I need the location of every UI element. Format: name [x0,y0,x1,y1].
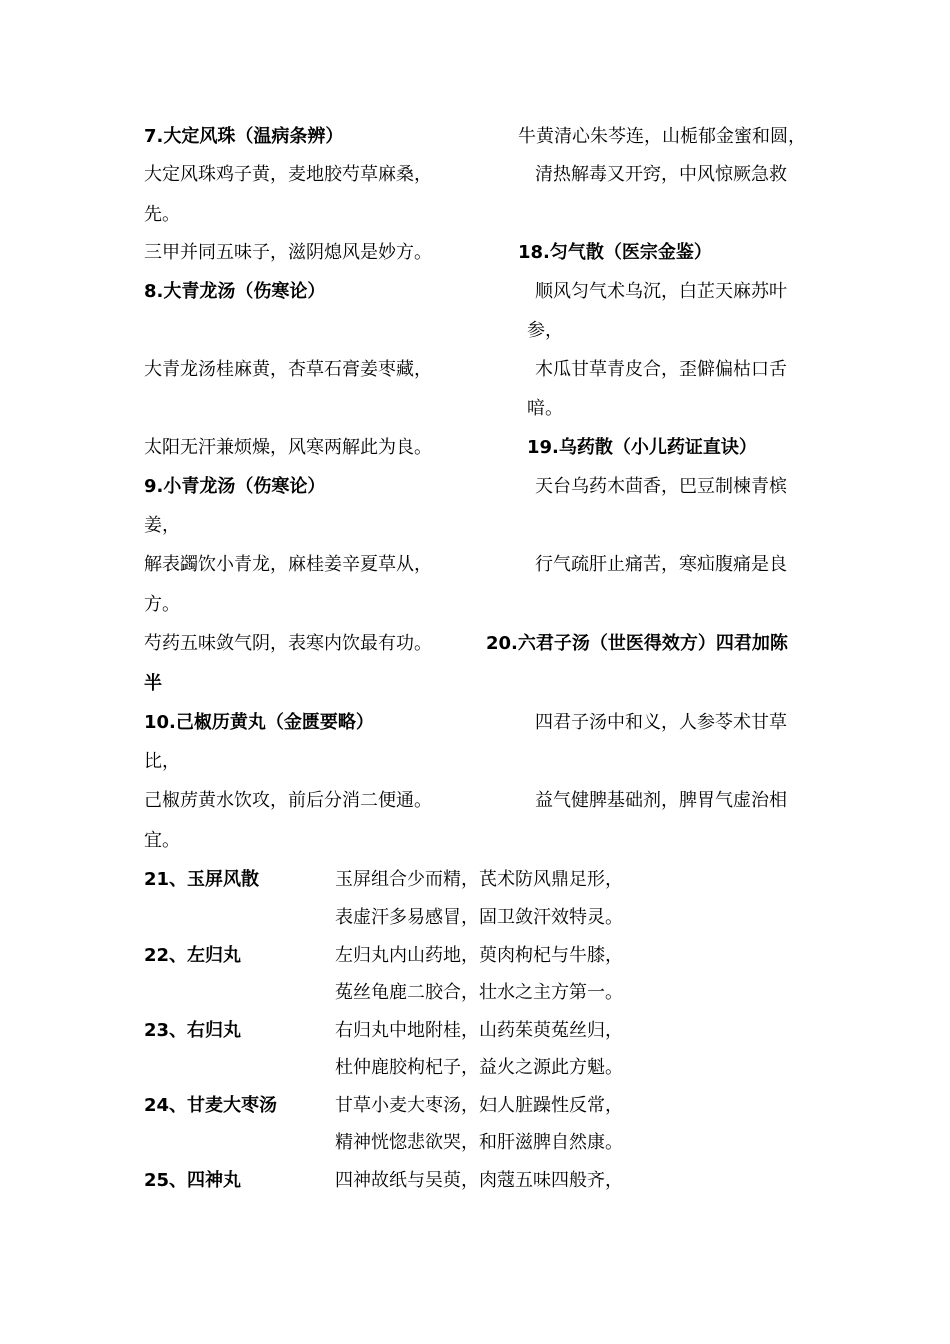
verse-line: 半 [144,673,162,694]
formula-verse: 四神故纸与吴萸，肉蔻五味四般齐， [335,1170,623,1191]
verse-line: 清热解毒又开窍，中风惊厥急救 [535,164,787,185]
heading-dadingfengzhu: 7.大定风珠（温病条辨） [144,126,344,147]
verse-line: 三甲并同五味子，滋阴熄风是妙方。 [144,242,432,263]
formula-name: 22、左归丸 [144,945,242,966]
verse-line: 宜。 [144,830,180,851]
verse-line: 太阳无汗兼烦燥，风寒两解此为良。 [144,437,432,458]
heading-jijiaolihuangwan: 10.己椒历黄丸（金匮要略） [144,712,374,733]
verse-line: 行气疏肝止痛苦，寒疝腹痛是良 [535,554,787,575]
verse-line: 大青龙汤桂麻黄，杏草石膏姜枣藏， [144,359,432,380]
verse-line: 先。 [144,204,180,225]
verse-line: 方。 [144,594,180,615]
verse-line: 益气健脾基础剂，脾胃气虚治相 [535,790,787,811]
verse-line: 解表蠲饮小青龙，麻桂姜辛夏草从， [144,554,432,575]
formula-verse: 甘草小麦大枣汤，妇人脏躁性反常， [335,1095,623,1116]
formula-name: 25、四神丸 [144,1170,242,1191]
formula-verse: 左归丸内山药地，萸肉枸杞与牛膝， [335,945,623,966]
heading-wuyaosan: 19.乌药散（小儿药证直诀） [527,437,757,458]
verse-line: 比， [144,751,180,772]
formula-verse: 精神恍惚悲欲哭，和肝滋脾自然康。 [335,1132,623,1153]
verse-line: 参， [527,320,563,341]
verse-line: 四君子汤中和义，人参苓术甘草 [535,712,787,733]
formula-verse: 右归丸中地附桂，山药茱萸菟丝归， [335,1020,623,1041]
verse-line: 喑。 [527,398,563,419]
verse-line: 芍药五味敛气阴，表寒内饮最有功。 [144,633,432,654]
formula-verse: 杜仲鹿胶枸杞子，益火之源此方魁。 [335,1057,623,1078]
formula-verse: 玉屏组合少而精，芪术防风鼎足形， [335,869,623,890]
formula-verse: 菟丝龟鹿二胶合，壮水之主方第一。 [335,982,623,1003]
formula-verse: 表虚汗多易感冒，固卫敛汗效特灵。 [335,907,623,928]
verse-line: 木瓜甘草青皮合，歪僻偏枯口舌 [535,359,787,380]
heading-liujunzitang: 20.六君子汤（世医得效方）四君加陈 [486,633,788,654]
verse-line: 大定风珠鸡子黄，麦地胶芍草麻桑， [144,164,432,185]
heading-xiaoqinglongtang: 9.小青龙汤（伤寒论） [144,476,326,497]
verse-line: 顺风匀气术乌沉，白芷天麻苏叶 [535,281,787,302]
heading-daqinglongtang: 8.大青龙汤（伤寒论） [144,281,326,302]
heading-yunqisan: 18.匀气散（医宗金鉴） [518,242,712,263]
verse-line: 己椒苈黄水饮攻，前后分消二便通。 [144,790,432,811]
formula-name: 21、玉屏风散 [144,869,260,890]
verse-line: 姜， [144,515,180,536]
verse-line: 天台乌药木茴香，巴豆制楝青槟 [535,476,787,497]
formula-name: 23、右归丸 [144,1020,242,1041]
verse-line: 牛黄清心朱芩连，山栀郁金蜜和圆， [518,126,806,147]
formula-name: 24、甘麦大枣汤 [144,1095,278,1116]
